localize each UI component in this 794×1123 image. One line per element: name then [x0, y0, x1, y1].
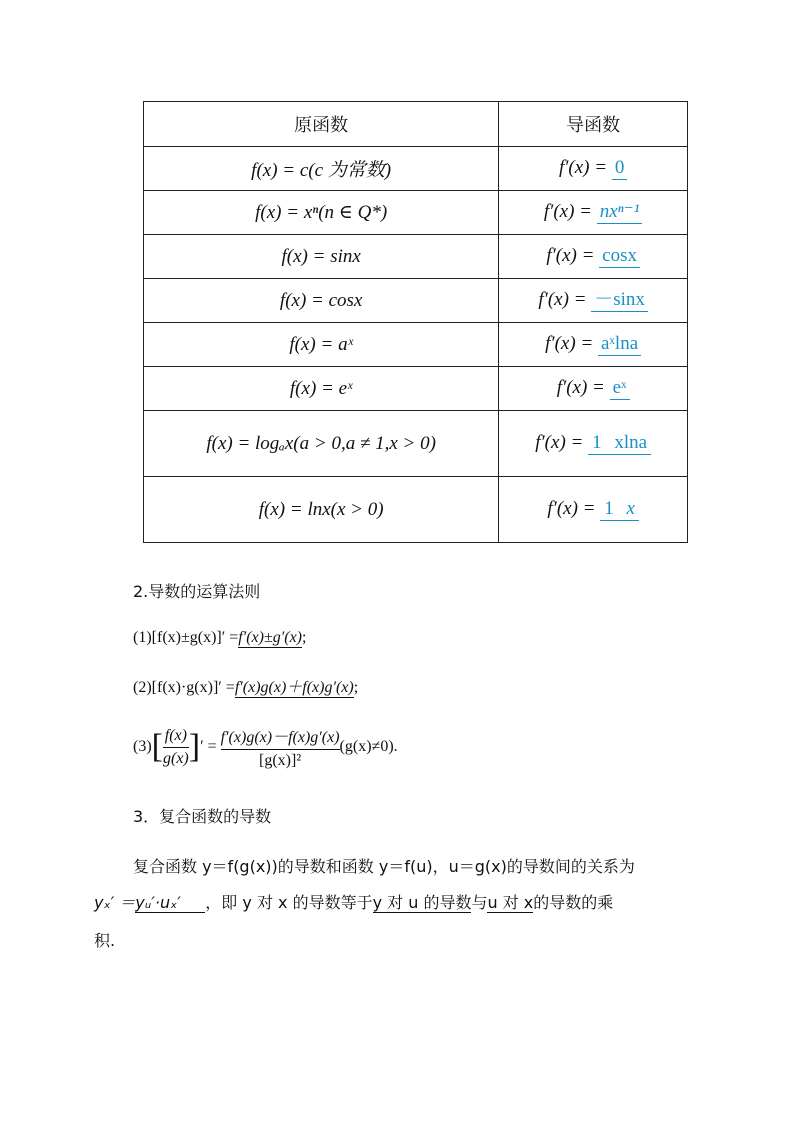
section3-line3: 积. [94, 931, 116, 950]
original-function: f(x) = logₐx(a > 0,a ≠ 1,x > 0) [144, 411, 499, 477]
table-row [144, 367, 688, 411]
derivative-function: f′(x) = 1 xlna [499, 411, 688, 477]
table-row [144, 147, 688, 191]
rule3-inner-fraction: f(x) g(x) [162, 726, 189, 767]
section2-title: 2.导数的运算法则 [133, 582, 261, 601]
header-original: 原函数 [144, 102, 499, 147]
derivative-function: f′(x) = －sinx [499, 279, 688, 323]
derivative-function: f′(x) = aˣlna [499, 323, 688, 367]
rule3: (3) [ f(x) g(x) ] ′ = f′(x)g(x)－f(x)g′(x) [g(x)]² (g(x)≠0). [133, 724, 398, 770]
derivative-function: f′(x) = 1 x [499, 477, 688, 543]
derivative-function: f′(x) = nxⁿ⁻¹ [499, 191, 688, 235]
derivative-fraction: 1 x [600, 498, 639, 521]
derivative-table [143, 101, 688, 543]
original-function: f(x) = lnx(x > 0) [144, 477, 499, 543]
derivative-function: f′(x) = eˣ [499, 367, 688, 411]
original-function: f(x) = sinx [144, 235, 499, 279]
rule1: (1)[f(x)±g(x)]′ =f′(x)±g′(x); [133, 629, 307, 646]
section3-line2: yₓ′ ＝yᵤ′·uₓ′ ，即 y 对 x 的导数等于y 对 u 的导数与u 对 x的导数的乘 [94, 893, 614, 912]
rule2: (2)[f(x)·g(x)]′ =f′(x)g(x)＋f(x)g′(x); [133, 679, 359, 696]
derivative-function: f′(x) = 0 [499, 147, 688, 191]
table-row [144, 323, 688, 367]
section3-title: 3．复合函数的导数 [133, 807, 272, 826]
original-function: f(x) = xⁿ(n ∈ Q*) [144, 191, 499, 235]
rule3-answer-fraction: f′(x)g(x)－f(x)g′(x) [g(x)]² [220, 729, 340, 769]
original-function: f(x) = aˣ [144, 323, 499, 367]
original-function: f(x) = eˣ [144, 367, 499, 411]
rule1-answer: f′(x)±g′(x) [238, 629, 303, 646]
rule2-answer: f′(x)g(x)＋f(x)g′(x) [234, 679, 354, 696]
derivative-fraction: 1 xlna [588, 432, 651, 455]
derivative-function: f′(x) = cosx [499, 235, 688, 279]
table-row [144, 279, 688, 323]
table-row [144, 477, 688, 543]
table-row [144, 235, 688, 279]
original-function: f(x) = c(c 为常数) [144, 147, 499, 191]
blank-u-wrt-x: u 对 x [487, 893, 534, 912]
table-row [144, 191, 688, 235]
blank-y-wrt-u: y 对 u 的导数 [372, 893, 472, 912]
original-function: f(x) = cosx [144, 279, 499, 323]
table-row [144, 411, 688, 477]
table-header-row [144, 102, 688, 147]
section3-line1: 复合函数 y＝f(g(x))的导数和函数 y＝f(u)，u＝g(x)的导数间的关系为 [133, 857, 635, 876]
header-derivative: 导函数 [499, 102, 688, 147]
blank-chain-rule: yᵤ′·uₓ′ [135, 894, 205, 913]
